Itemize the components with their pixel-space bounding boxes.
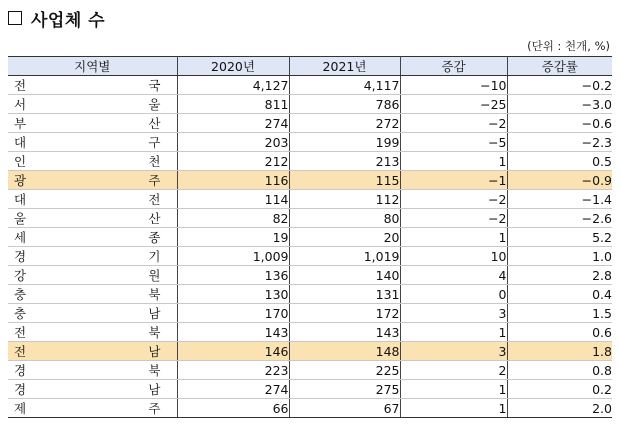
header-region: 지역별 <box>8 57 177 76</box>
change-value: 10 <box>400 247 507 266</box>
value-2021: 172 <box>289 304 400 323</box>
unit-note: (단위 : 천개, %) <box>527 39 610 53</box>
region-char: 종 <box>148 230 161 245</box>
region-cell <box>8 361 177 380</box>
header-row <box>8 57 612 76</box>
change-rate-value: 1.5 <box>507 304 612 323</box>
change-rate-value: 0.5 <box>507 152 612 171</box>
value-2020: 116 <box>177 171 289 190</box>
region-char: 전 <box>14 344 27 359</box>
table-row <box>8 247 612 266</box>
value-2020: 82 <box>177 209 289 228</box>
region-char: 경 <box>14 249 27 264</box>
change-rate-value: 2.8 <box>507 266 612 285</box>
region-char: 국 <box>148 78 161 93</box>
value-2021: 148 <box>289 342 400 361</box>
change-value: 3 <box>400 342 507 361</box>
region-char: 울 <box>14 211 27 226</box>
region-cell <box>8 342 177 361</box>
table-row <box>8 76 612 95</box>
value-2020: 4,127 <box>177 76 289 95</box>
change-rate-value: −3.0 <box>507 95 612 114</box>
region-cell <box>8 76 177 95</box>
change-rate-value: 0.8 <box>507 361 612 380</box>
region-char: 인 <box>14 154 27 169</box>
change-rate-value: −2.6 <box>507 209 612 228</box>
value-2021: 4,117 <box>289 76 400 95</box>
region-char: 경 <box>14 363 27 378</box>
region-char: 강 <box>14 268 27 283</box>
table-row <box>8 285 612 304</box>
change-value: −1 <box>400 171 507 190</box>
value-2021: 67 <box>289 399 400 418</box>
region-char: 전 <box>148 192 161 207</box>
value-2021: 225 <box>289 361 400 380</box>
change-value: −10 <box>400 76 507 95</box>
region-char: 주 <box>148 173 161 188</box>
change-value: 4 <box>400 266 507 285</box>
value-2020: 274 <box>177 380 289 399</box>
change-value: 1 <box>400 152 507 171</box>
value-2020: 19 <box>177 228 289 247</box>
table-row <box>8 133 612 152</box>
change-rate-value: −2.3 <box>507 133 612 152</box>
region-char: 구 <box>148 135 161 150</box>
value-2021: 20 <box>289 228 400 247</box>
change-value: −2 <box>400 114 507 133</box>
header-2020: 2020년 <box>177 57 289 76</box>
change-rate-value: 2.0 <box>507 399 612 418</box>
value-2021: 786 <box>289 95 400 114</box>
region-char: 북 <box>148 325 161 340</box>
value-2021: 112 <box>289 190 400 209</box>
region-cell <box>8 399 177 418</box>
header-change-rate: 증감률 <box>507 57 612 76</box>
change-value: 1 <box>400 399 507 418</box>
table-row <box>8 95 612 114</box>
region-char: 남 <box>148 382 161 397</box>
change-rate-value: 0.4 <box>507 285 612 304</box>
region-char: 원 <box>148 268 161 283</box>
change-rate-value: 5.2 <box>507 228 612 247</box>
change-rate-value: 0.6 <box>507 323 612 342</box>
table-row <box>8 171 612 190</box>
table-row <box>8 380 612 399</box>
header-2021: 2021년 <box>289 57 400 76</box>
header-change: 증감 <box>400 57 507 76</box>
value-2021: 199 <box>289 133 400 152</box>
change-value: 1 <box>400 380 507 399</box>
value-2021: 80 <box>289 209 400 228</box>
value-2021: 1,019 <box>289 247 400 266</box>
value-2020: 203 <box>177 133 289 152</box>
table-row <box>8 266 612 285</box>
value-2020: 114 <box>177 190 289 209</box>
region-char: 경 <box>14 382 27 397</box>
region-cell <box>8 285 177 304</box>
region-char: 대 <box>14 135 27 150</box>
change-rate-value: −1.4 <box>507 190 612 209</box>
region-cell <box>8 133 177 152</box>
region-char: 북 <box>148 363 161 378</box>
table-row <box>8 228 612 247</box>
value-2020: 170 <box>177 304 289 323</box>
table-row <box>8 323 612 342</box>
change-value: 0 <box>400 285 507 304</box>
value-2021: 272 <box>289 114 400 133</box>
region-char: 전 <box>14 325 27 340</box>
change-rate-value: −0.9 <box>507 171 612 190</box>
change-value: −2 <box>400 209 507 228</box>
table-row <box>8 209 612 228</box>
region-char: 남 <box>148 306 161 321</box>
region-char: 북 <box>148 287 161 302</box>
change-rate-value: 1.8 <box>507 342 612 361</box>
region-cell <box>8 190 177 209</box>
region-cell <box>8 323 177 342</box>
title-text: 사업체 수 <box>31 10 106 31</box>
table-row <box>8 361 612 380</box>
region-cell <box>8 380 177 399</box>
value-2020: 1,009 <box>177 247 289 266</box>
value-2021: 275 <box>289 380 400 399</box>
region-cell <box>8 209 177 228</box>
region-char: 제 <box>14 401 27 416</box>
value-2021: 140 <box>289 266 400 285</box>
region-char: 부 <box>14 116 27 131</box>
region-char: 세 <box>14 230 27 245</box>
value-2020: 212 <box>177 152 289 171</box>
region-cell <box>8 171 177 190</box>
value-2020: 146 <box>177 342 289 361</box>
region-char: 남 <box>148 344 161 359</box>
value-2021: 143 <box>289 323 400 342</box>
region-char: 충 <box>14 306 27 321</box>
square-bullet-icon <box>8 11 22 25</box>
business-count-table <box>8 56 612 418</box>
region-char: 광 <box>14 173 27 188</box>
value-2020: 130 <box>177 285 289 304</box>
region-char: 서 <box>14 97 27 112</box>
value-2021: 115 <box>289 171 400 190</box>
value-2020: 66 <box>177 399 289 418</box>
region-cell <box>8 95 177 114</box>
value-2020: 136 <box>177 266 289 285</box>
region-char: 충 <box>14 287 27 302</box>
region-char: 대 <box>14 192 27 207</box>
region-cell <box>8 247 177 266</box>
value-2020: 811 <box>177 95 289 114</box>
table-row <box>8 152 612 171</box>
region-char: 천 <box>148 154 161 169</box>
table-row <box>8 342 612 361</box>
value-2021: 131 <box>289 285 400 304</box>
region-cell <box>8 228 177 247</box>
table-row <box>8 114 612 133</box>
region-cell <box>8 152 177 171</box>
change-rate-value: −0.2 <box>507 76 612 95</box>
change-value: −2 <box>400 190 507 209</box>
change-value: 3 <box>400 304 507 323</box>
change-rate-value: −0.6 <box>507 114 612 133</box>
region-char: 울 <box>148 97 161 112</box>
table-row <box>8 399 612 418</box>
region-char: 산 <box>148 116 161 131</box>
change-value: 2 <box>400 361 507 380</box>
region-char: 전 <box>14 78 27 93</box>
value-2020: 223 <box>177 361 289 380</box>
region-cell <box>8 114 177 133</box>
change-rate-value: 0.2 <box>507 380 612 399</box>
table-row <box>8 190 612 209</box>
change-value: 1 <box>400 323 507 342</box>
region-char: 기 <box>148 249 161 264</box>
region-char: 산 <box>148 211 161 226</box>
value-2021: 213 <box>289 152 400 171</box>
change-rate-value: 1.0 <box>507 247 612 266</box>
value-2020: 274 <box>177 114 289 133</box>
change-value: 1 <box>400 228 507 247</box>
region-cell <box>8 266 177 285</box>
region-cell <box>8 304 177 323</box>
region-char: 주 <box>148 401 161 416</box>
change-value: −25 <box>400 95 507 114</box>
table-row <box>8 304 612 323</box>
change-value: −5 <box>400 133 507 152</box>
section-title <box>8 6 105 30</box>
value-2020: 143 <box>177 323 289 342</box>
